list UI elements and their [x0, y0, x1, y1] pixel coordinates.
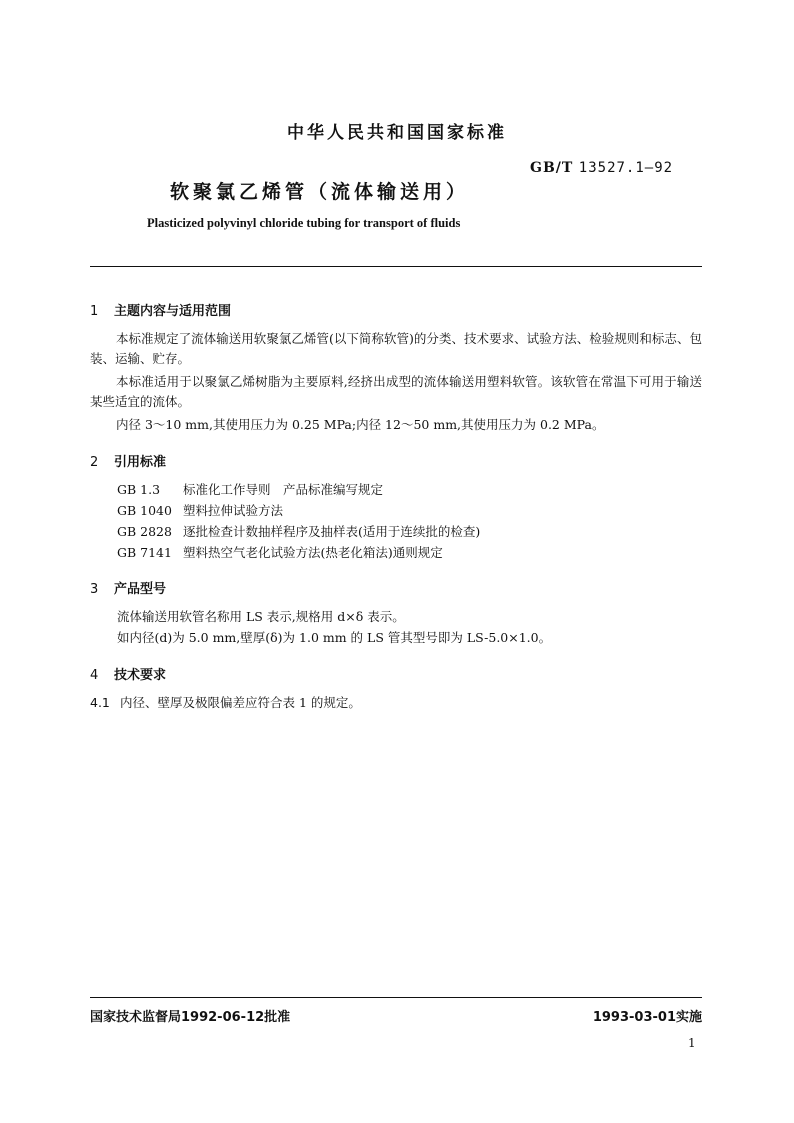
section-1-heading: [90, 300, 231, 319]
reference-title: 标准化工作导则 产品标准编写规定: [183, 482, 384, 497]
document-title: 软聚氯乙烯管（流体输送用）: [170, 181, 470, 203]
english-title: Plasticized polyvinyl chloride tubing for transport of fluids: [147, 216, 461, 230]
clause-4-1-text: 内径、壁厚及极限偏差应符合表 1 的规定。: [120, 695, 361, 710]
section-1-paragraph-1: 本标准规定了流体输送用软聚氯乙烯管(以下简称软管)的分类、技术要求、试验方法、检验规则和标志、包装、运输、贮存。: [90, 331, 702, 366]
reference-item: [117, 501, 283, 519]
effective-date-line: 1993-03-01实施: [592, 1010, 702, 1025]
standard-code: [530, 160, 673, 176]
reference-item: [117, 543, 443, 561]
section-1-number: 1: [90, 304, 99, 319]
reference-code: GB 7141: [117, 545, 172, 560]
section-3-number: 3: [90, 582, 99, 597]
reference-code: GB 1.3: [117, 482, 161, 497]
standard-title: 中华人民共和国国家标准: [287, 123, 507, 143]
section-2-heading: [90, 451, 166, 470]
section-4-heading: [90, 664, 166, 683]
clause-4-1: [90, 693, 361, 712]
header-divider: [90, 266, 702, 267]
section-4-number: 4: [90, 668, 99, 683]
section-2-title: 引用标准: [114, 455, 167, 470]
standard-code-prefix: GB/T: [530, 160, 574, 176]
section-3-title: 产品型号: [114, 582, 167, 597]
section-3-heading: [90, 578, 166, 597]
reference-code: GB 2828: [117, 524, 172, 539]
clause-4-1-number: 4.1: [90, 695, 110, 710]
approval-line: 国家技术监督局1992-06-12批准: [90, 1010, 291, 1025]
section-3-paragraph-2: 如内径(d)为 5.0 mm,壁厚(δ)为 1.0 mm 的 LS 管其型号即为 LS-5.0×1.0。: [117, 630, 552, 645]
standard-code-number: 13527.1—92: [578, 160, 674, 176]
section-1-paragraph-2: 本标准适用于以聚氯乙烯树脂为主要原料,经挤出成型的流体输送用塑料软管。该软管在常温下可用于输送某些适宜的流体。: [90, 374, 702, 409]
section-1-title: 主题内容与适用范围: [114, 304, 232, 319]
footer-divider: [90, 997, 702, 998]
section-4-title: 技术要求: [114, 668, 167, 683]
reference-title: 塑料拉伸试验方法: [183, 503, 284, 518]
section-2-number: 2: [90, 455, 99, 470]
reference-code: GB 1040: [117, 503, 172, 518]
reference-title: 逐批检查计数抽样程序及抽样表(适用于连续批的检查): [183, 524, 481, 539]
reference-item: [117, 480, 383, 498]
reference-item: [117, 522, 480, 540]
section-1-paragraph-3: 内径 3～10 mm,其使用压力为 0.25 MPa;内径 12～50 mm,其使用压力为 0.2 MPa。: [116, 417, 605, 432]
reference-title: 塑料热空气老化试验方法(热老化箱法)通则规定: [183, 545, 443, 560]
page-number: 1: [688, 1036, 696, 1050]
section-3-paragraph-1: 流体输送用软管名称用 LS 表示,规格用 d×δ 表示。: [117, 609, 405, 624]
